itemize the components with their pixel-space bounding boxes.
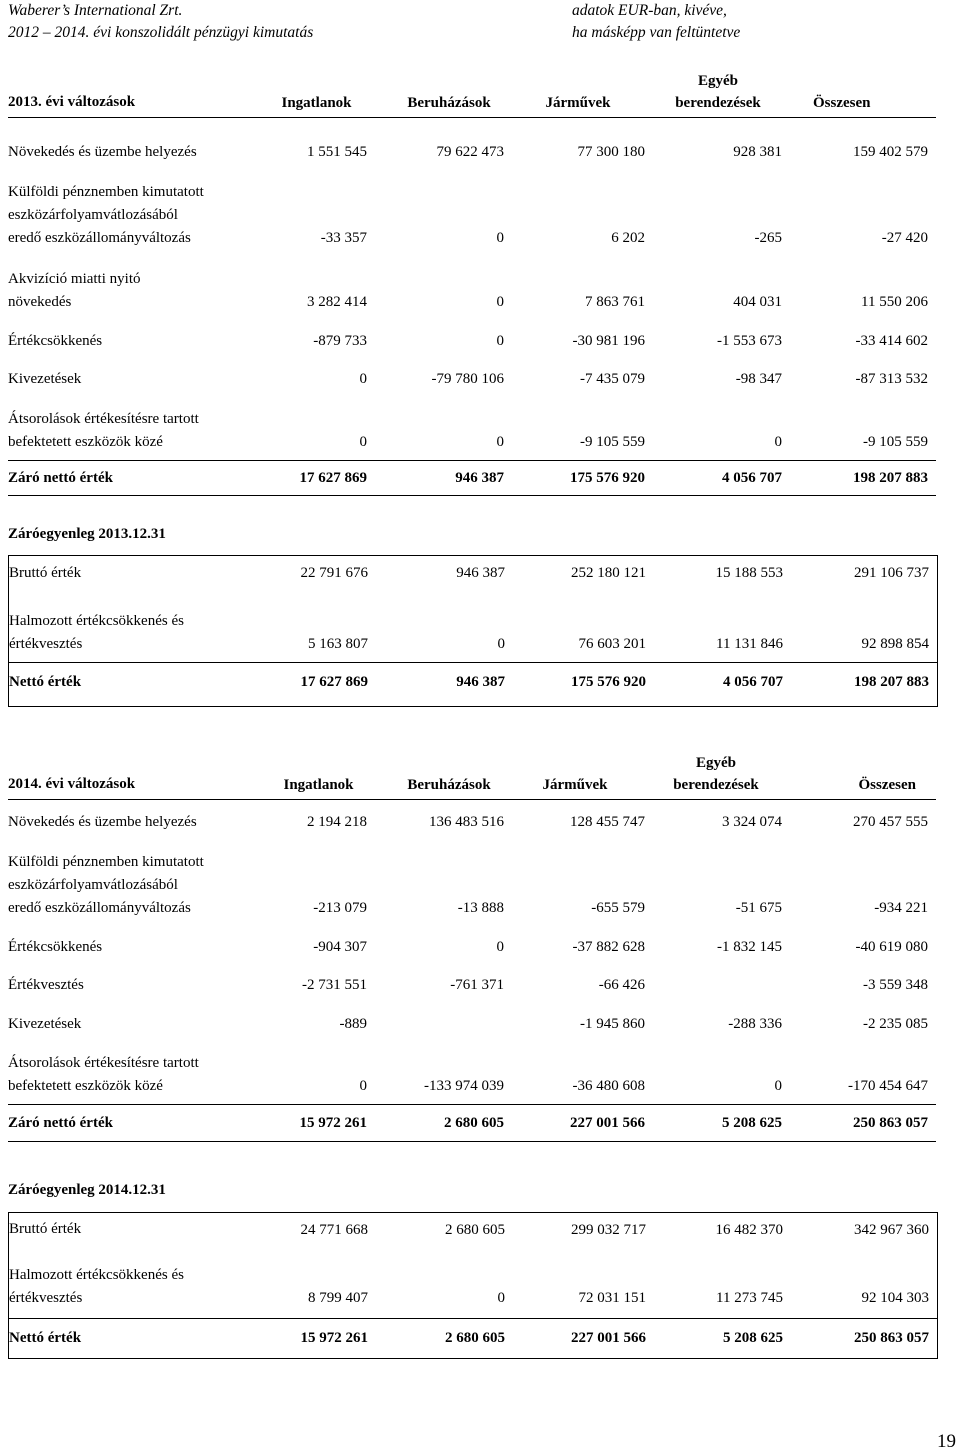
cell-beruhazasok: -13 888 bbox=[457, 900, 504, 916]
cell-osszesen: -3 559 348 bbox=[863, 977, 928, 993]
col-header-egyeb bbox=[633, 70, 803, 114]
cell-ingatlanok: 17 627 869 bbox=[300, 674, 368, 690]
cell-jarmuvek: -7 435 079 bbox=[580, 371, 645, 387]
col-header-beruhazasok: Beruházások bbox=[407, 95, 491, 111]
table-row bbox=[8, 834, 936, 920]
cell-egyeb: 3 324 074 bbox=[722, 814, 782, 830]
row-label: Nettó érték bbox=[9, 1329, 82, 1346]
row-label: Akvizíció miatti nyitó növekedés bbox=[8, 271, 141, 310]
table-2014-title: 2014. évi változások bbox=[8, 776, 136, 792]
cell-egyeb: 11 131 846 bbox=[716, 636, 783, 652]
col-header-egyeb-top: Egyéb bbox=[697, 73, 738, 89]
row-label: Bruttó érték bbox=[9, 564, 82, 581]
row-label: Kivezetések bbox=[8, 371, 82, 387]
row-label: Növekedés és üzembe helyezés bbox=[8, 144, 197, 160]
currency-note-2: ha másképp van feltüntetve bbox=[572, 24, 741, 41]
row-label: Kivezetések bbox=[8, 1016, 82, 1032]
cell-ingatlanok: 2 194 218 bbox=[307, 814, 367, 830]
cell-ingatlanok: -904 307 bbox=[313, 939, 367, 955]
cell-ingatlanok: -2 731 551 bbox=[302, 977, 367, 993]
cell-egyeb: 5 208 625 bbox=[722, 1115, 782, 1131]
cell-osszesen: 198 207 883 bbox=[854, 674, 929, 690]
page-number: 19 bbox=[937, 1431, 956, 1452]
cell-egyeb: -98 347 bbox=[735, 371, 782, 387]
cell-ingatlanok: -213 079 bbox=[313, 900, 367, 916]
cell-beruhazasok: 0 bbox=[496, 333, 504, 349]
cell-osszesen: -934 221 bbox=[874, 900, 928, 916]
cell-jarmuvek: 128 455 747 bbox=[570, 814, 645, 830]
cell-beruhazasok: 0 bbox=[496, 294, 504, 310]
cell-osszesen: 92 898 854 bbox=[861, 636, 929, 652]
row-label: Értékcsökkenés bbox=[8, 939, 103, 955]
cell-beruhazasok: 946 387 bbox=[455, 470, 504, 486]
cell-beruhazasok: 2 680 605 bbox=[445, 1330, 505, 1346]
cell-jarmuvek: -30 981 196 bbox=[572, 333, 645, 349]
cell-beruhazasok: -133 974 039 bbox=[424, 1078, 504, 1094]
closing-net-row bbox=[8, 1104, 936, 1142]
cell-osszesen: 250 863 057 bbox=[854, 1330, 929, 1346]
cell-beruhazasok: 2 680 605 bbox=[445, 1221, 505, 1238]
table-row bbox=[8, 250, 936, 314]
balance-title-2014: Záróegyenleg 2014.12.31 bbox=[8, 1182, 166, 1198]
table-2013-body bbox=[8, 127, 936, 496]
row-label: Értékvesztés bbox=[8, 977, 84, 993]
cell-egyeb: 404 031 bbox=[733, 294, 782, 310]
cell-beruhazasok: 2 680 605 bbox=[444, 1115, 504, 1131]
cell-egyeb: 4 056 707 bbox=[722, 470, 782, 486]
table-row bbox=[8, 314, 936, 353]
cell-beruhazasok: 946 387 bbox=[456, 674, 505, 690]
col-header-ingatlanok: Ingatlanok bbox=[281, 95, 352, 111]
cell-ingatlanok: 1 551 545 bbox=[307, 144, 367, 160]
table-row bbox=[8, 997, 936, 1036]
cell-jarmuvek: -37 882 628 bbox=[572, 939, 645, 955]
row-label: Halmozott értékcsökkenés és értékvesztés bbox=[9, 613, 184, 652]
cell-osszesen: -170 454 647 bbox=[848, 1078, 928, 1094]
cell-egyeb: 5 208 625 bbox=[723, 1330, 783, 1346]
table-row bbox=[9, 1213, 937, 1246]
col-header-osszesen: Összesen bbox=[813, 95, 871, 111]
cell-osszesen: -27 420 bbox=[881, 230, 928, 246]
table-row bbox=[8, 391, 936, 454]
cell-ingatlanok: 3 282 414 bbox=[307, 294, 367, 310]
table-row bbox=[9, 590, 937, 656]
cell-ingatlanok: 15 972 261 bbox=[300, 1330, 368, 1346]
cell-jarmuvek: 6 202 bbox=[611, 230, 645, 246]
page-header-left bbox=[8, 0, 313, 44]
cell-egyeb: -51 675 bbox=[735, 900, 782, 916]
cell-ingatlanok: 5 163 807 bbox=[308, 636, 368, 652]
cell-osszesen: -2 235 085 bbox=[863, 1016, 928, 1032]
table-row bbox=[8, 164, 936, 250]
cell-beruhazasok: 0 bbox=[496, 939, 504, 955]
cell-osszesen: 250 863 057 bbox=[853, 1115, 928, 1131]
cell-beruhazasok: -761 371 bbox=[450, 977, 504, 993]
table-row bbox=[8, 127, 936, 164]
cell-jarmuvek: 76 603 201 bbox=[578, 636, 646, 652]
cell-egyeb: 11 273 745 bbox=[716, 1290, 783, 1306]
cell-egyeb: 4 056 707 bbox=[723, 674, 783, 690]
cell-ingatlanok: 8 799 407 bbox=[308, 1290, 368, 1306]
cell-beruhazasok: -79 780 106 bbox=[431, 371, 504, 387]
col-header-jarmuvek: Járművek bbox=[545, 95, 611, 111]
cell-ingatlanok: 17 627 869 bbox=[299, 470, 367, 486]
cell-egyeb: -1 553 673 bbox=[717, 333, 782, 349]
table-row bbox=[9, 1246, 937, 1310]
balance-table-2014 bbox=[8, 1212, 938, 1359]
cell-egyeb: -1 832 145 bbox=[717, 939, 782, 955]
cell-ingatlanok: 15 972 261 bbox=[299, 1115, 367, 1131]
cell-ingatlanok: 22 791 676 bbox=[300, 565, 368, 581]
table-row bbox=[9, 556, 937, 590]
cell-ingatlanok: -33 357 bbox=[320, 230, 367, 246]
cell-jarmuvek: 175 576 920 bbox=[571, 674, 646, 690]
cell-beruhazasok: 946 387 bbox=[456, 565, 505, 581]
col-header-osszesen: Összesen bbox=[858, 777, 916, 793]
cell-osszesen: 92 104 303 bbox=[861, 1290, 929, 1306]
cell-egyeb: 928 381 bbox=[733, 144, 782, 160]
cell-beruhazasok: 0 bbox=[497, 636, 505, 652]
cell-egyeb: 0 bbox=[774, 1078, 782, 1094]
cell-osszesen: -9 105 559 bbox=[863, 434, 928, 450]
table-2014 bbox=[8, 748, 936, 1142]
table-2014-body bbox=[8, 797, 936, 1142]
cell-osszesen: -87 313 532 bbox=[855, 371, 928, 387]
cell-egyeb: -288 336 bbox=[728, 1016, 782, 1032]
cell-ingatlanok: 0 bbox=[359, 1078, 367, 1094]
row-label: Növekedés és üzembe helyezés bbox=[8, 814, 197, 830]
cell-jarmuvek: 7 863 761 bbox=[585, 294, 645, 310]
net-value-row bbox=[9, 662, 937, 701]
table-2013 bbox=[8, 70, 936, 496]
cell-ingatlanok: 0 bbox=[359, 434, 367, 450]
col-header-egyeb-top: Egyéb bbox=[695, 755, 736, 771]
col-header-jarmuvek: Járművek bbox=[542, 777, 608, 793]
table-row bbox=[8, 920, 936, 959]
cell-jarmuvek: 252 180 121 bbox=[571, 565, 646, 581]
cell-jarmuvek: 77 300 180 bbox=[577, 144, 645, 160]
cell-osszesen: 11 550 206 bbox=[861, 294, 928, 310]
row-label: Külföldi pénznemben kimutatott eszközárfolyamvátlozásából eredő eszközállományváltozás bbox=[8, 854, 204, 916]
table-row bbox=[8, 797, 936, 834]
col-header-ingatlanok: Ingatlanok bbox=[283, 777, 354, 793]
cell-beruhazasok: 0 bbox=[496, 434, 504, 450]
row-label: Bruttó érték bbox=[9, 1221, 82, 1237]
cell-jarmuvek: 227 001 566 bbox=[570, 1115, 645, 1131]
cell-ingatlanok: -889 bbox=[339, 1016, 367, 1032]
cell-jarmuvek: -66 426 bbox=[598, 977, 645, 993]
cell-beruhazasok: 79 622 473 bbox=[436, 144, 504, 160]
currency-note: adatok EUR-ban, kivéve, bbox=[572, 2, 727, 19]
row-label: Átsorolások értékesítésre tartott befektetett eszközök közé bbox=[8, 411, 199, 450]
cell-osszesen: -40 619 080 bbox=[855, 939, 928, 955]
cell-osszesen: 291 106 737 bbox=[854, 565, 929, 581]
cell-jarmuvek: -9 105 559 bbox=[580, 434, 645, 450]
col-header-egyeb-bottom: berendezések bbox=[675, 95, 761, 111]
row-label: Záró nettó érték bbox=[8, 1114, 113, 1131]
cell-osszesen: 198 207 883 bbox=[853, 470, 928, 486]
row-label: Halmozott értékcsökkenés és értékvesztés bbox=[9, 1267, 184, 1306]
col-header-egyeb-bottom: berendezések bbox=[673, 777, 759, 793]
row-label: Külföldi pénznemben kimutatott eszközárfolyamvátlozásából eredő eszközállományváltozás bbox=[8, 184, 204, 246]
cell-jarmuvek: 299 032 717 bbox=[571, 1221, 646, 1238]
table-row bbox=[8, 353, 936, 391]
table-2013-title: 2013. évi változások bbox=[8, 94, 136, 110]
cell-jarmuvek: -655 579 bbox=[591, 900, 645, 916]
cell-ingatlanok: -879 733 bbox=[313, 333, 367, 349]
cell-egyeb: 0 bbox=[774, 434, 782, 450]
table-row bbox=[8, 959, 936, 997]
cell-egyeb: 16 482 370 bbox=[715, 1221, 783, 1238]
col-header-egyeb bbox=[631, 752, 801, 796]
balance-title-2013: Záróegyenleg 2013.12.31 bbox=[8, 526, 166, 542]
company-name: Waberer’s International Zrt. bbox=[8, 2, 183, 19]
cell-egyeb: -265 bbox=[754, 230, 782, 246]
row-label: Záró nettó érték bbox=[8, 469, 113, 486]
cell-beruhazasok: 136 483 516 bbox=[429, 814, 504, 830]
table-2014-header-row bbox=[8, 748, 936, 800]
cell-jarmuvek: 72 031 151 bbox=[578, 1290, 646, 1306]
report-subtitle: 2012 – 2014. évi konszolidált pénzügyi kimutatás bbox=[8, 24, 314, 41]
cell-osszesen: 159 402 579 bbox=[853, 144, 928, 160]
cell-jarmuvek: -36 480 608 bbox=[572, 1078, 645, 1094]
balance-table-2013 bbox=[8, 555, 938, 707]
cell-osszesen: 270 457 555 bbox=[853, 814, 928, 830]
cell-osszesen: -33 414 602 bbox=[855, 333, 928, 349]
cell-jarmuvek: 227 001 566 bbox=[571, 1330, 646, 1346]
cell-beruhazasok: 0 bbox=[496, 230, 504, 246]
cell-osszesen: 342 967 360 bbox=[854, 1221, 929, 1238]
closing-net-row bbox=[8, 460, 936, 496]
cell-jarmuvek: 175 576 920 bbox=[570, 470, 645, 486]
cell-egyeb: 15 188 553 bbox=[715, 565, 783, 581]
net-value-row bbox=[9, 1318, 937, 1357]
table-2013-header-row bbox=[8, 70, 936, 118]
col-header-beruhazasok: Beruházások bbox=[407, 777, 491, 793]
row-label: Nettó érték bbox=[9, 673, 82, 690]
cell-ingatlanok: 0 bbox=[359, 371, 367, 387]
row-label: Értékcsökkenés bbox=[8, 333, 103, 349]
table-row bbox=[8, 1036, 936, 1098]
cell-beruhazasok: 0 bbox=[497, 1290, 505, 1306]
cell-jarmuvek: -1 945 860 bbox=[580, 1016, 645, 1032]
row-label: Átsorolások értékesítésre tartott befektetett eszközök közé bbox=[8, 1055, 199, 1094]
page-header-right bbox=[572, 0, 740, 44]
cell-ingatlanok: 24 771 668 bbox=[300, 1221, 368, 1238]
